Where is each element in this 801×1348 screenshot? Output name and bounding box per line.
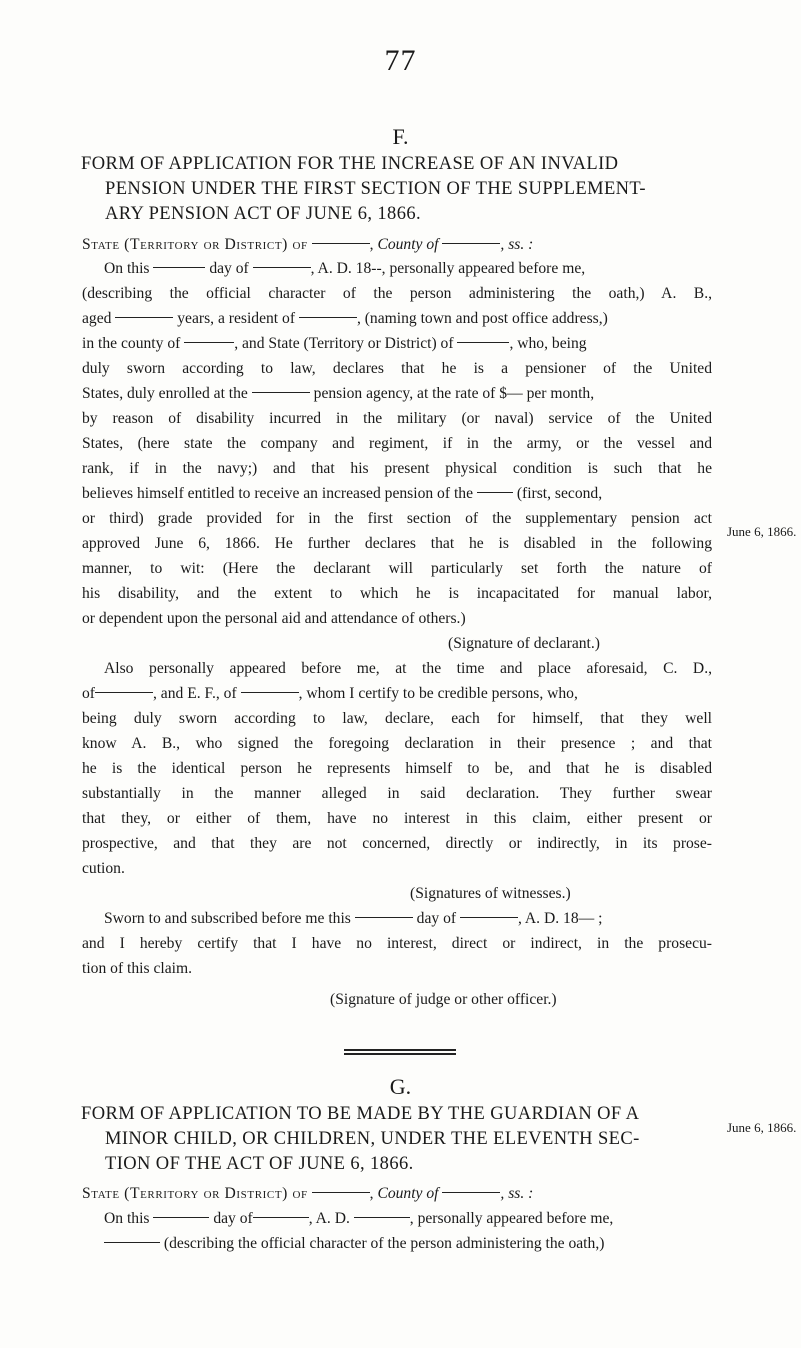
blank-line bbox=[153, 267, 205, 268]
blank-line bbox=[95, 692, 153, 693]
body-line bbox=[104, 909, 712, 929]
heading-line: TION OF THE ACT OF JUNE 6, 1866. bbox=[105, 1154, 414, 1174]
text: , (naming town and post office address,) bbox=[356, 310, 608, 327]
section-g-heading bbox=[82, 1102, 722, 1177]
county-label: County of bbox=[377, 236, 439, 253]
signature-judge: (Signature of judge or other officer.) bbox=[330, 991, 557, 1008]
venue-label: State (Territory or District) of bbox=[82, 1185, 308, 1202]
text: day of bbox=[213, 1210, 253, 1227]
venue-sep: , bbox=[369, 1185, 378, 1202]
blank-line bbox=[184, 342, 234, 343]
heading-line: MINOR CHILD, OR CHILDREN, UNDER THE ELEVENTH SEC- bbox=[105, 1129, 640, 1149]
text: On this bbox=[104, 260, 150, 277]
text: aged bbox=[82, 310, 112, 327]
text: , A. D. 18--, personally appeared before me, bbox=[310, 260, 586, 277]
blank-line bbox=[299, 317, 357, 318]
body-line: his disability, and the extent to which he is incapacitated for manual labor, bbox=[82, 585, 712, 602]
text: believes himself entitled to receive an increased pension of the bbox=[82, 485, 473, 502]
blank-line bbox=[477, 492, 513, 493]
body-line: duly sworn according to law, declares that he is a pensioner of the United bbox=[82, 360, 712, 377]
margin-note: June 6, 1866. bbox=[727, 524, 797, 539]
section-letter-f: F. bbox=[392, 124, 409, 149]
text: , whom I certify to be credible persons, who, bbox=[298, 685, 578, 702]
text: years, a resident of bbox=[177, 310, 296, 327]
margin-note: June 6, 1866. bbox=[727, 1120, 797, 1135]
signature-witnesses: (Signatures of witnesses.) bbox=[410, 885, 571, 902]
text: , A. D. bbox=[308, 1210, 350, 1227]
heading-line: PENSION UNDER THE FIRST SECTION OF THE SUPPLEMENT- bbox=[105, 179, 646, 199]
body-line: Also personally appeared before me, at the time and place aforesaid, C. D., bbox=[104, 660, 712, 677]
heading-line: FORM OF APPLICATION TO BE MADE BY THE GUARDIAN OF A bbox=[81, 1104, 640, 1124]
body-line: (describing the official character of the person administering the oath,) A. B., bbox=[82, 285, 712, 302]
text: pension agency, at the rate of $— per month, bbox=[313, 385, 595, 402]
text: (describing the official character of the person administering the oath,) bbox=[163, 1235, 605, 1252]
blank-line bbox=[442, 1192, 500, 1193]
blank-line bbox=[252, 392, 310, 393]
heading-line: FORM OF APPLICATION FOR THE INCREASE OF AN INVALID bbox=[81, 154, 619, 174]
body-line: and I hereby certify that I have no interest, direct or indirect, in the prosecu- bbox=[82, 935, 712, 952]
body-line bbox=[82, 384, 712, 404]
body-line bbox=[104, 1209, 712, 1229]
blank-line bbox=[355, 917, 413, 918]
signature-declarant: (Signature of declarant.) bbox=[448, 635, 600, 652]
body-line: rank, if in the navy;) and that his present physical condition is such that he bbox=[82, 460, 712, 477]
venue-sep: , bbox=[369, 236, 378, 253]
text: (first, second, bbox=[516, 485, 603, 502]
text: , personally appeared before me, bbox=[409, 1210, 614, 1227]
blank-line bbox=[460, 917, 518, 918]
body-line bbox=[104, 1234, 734, 1254]
text: , A. D. 18— ; bbox=[517, 910, 603, 927]
body-line: cution. bbox=[82, 860, 125, 877]
ss-label: , ss. : bbox=[500, 1185, 534, 1202]
ss-label: , ss. : bbox=[500, 236, 534, 253]
text: , and E. F., of bbox=[153, 685, 237, 702]
text: day of bbox=[416, 910, 457, 927]
body-line bbox=[82, 684, 712, 704]
venue-line bbox=[82, 235, 712, 255]
body-line: tion of this claim. bbox=[82, 960, 193, 977]
section-divider bbox=[344, 1049, 456, 1051]
blank-line bbox=[442, 243, 500, 244]
body-line: prospective, and that they are not concerned, directly or indirectly, in its prose- bbox=[82, 835, 712, 852]
section-f-heading bbox=[82, 152, 722, 227]
body-line bbox=[104, 259, 712, 279]
text: in the county of bbox=[82, 335, 181, 352]
blank-line bbox=[457, 342, 509, 343]
body-line: he is the identical person he represents himself to be, and that he is disabled bbox=[82, 760, 712, 777]
text: of bbox=[82, 685, 95, 702]
body-line: approved June 6, 1866. He further declares that he is disabled in the following bbox=[82, 535, 712, 552]
blank-line bbox=[312, 243, 370, 244]
text: On this bbox=[104, 1210, 150, 1227]
body-line: States, (here state the company and regiment, if in the army, or the vessel and bbox=[82, 435, 712, 452]
blank-line bbox=[241, 692, 299, 693]
body-line: that they, or either of them, have no interest in this claim, either present or bbox=[82, 810, 712, 827]
blank-line bbox=[354, 1217, 410, 1218]
venue-label: State (Territory or District) of bbox=[82, 236, 308, 253]
text: Sworn to and subscribed before me this bbox=[104, 910, 351, 927]
section-divider bbox=[344, 1053, 456, 1055]
body-line: or dependent upon the personal aid and attendance of others.) bbox=[82, 610, 466, 627]
county-label: County of bbox=[377, 1185, 439, 1202]
section-letter-g: G. bbox=[389, 1074, 412, 1099]
body-line: being duly sworn according to law, declare, each for himself, that they well bbox=[82, 710, 712, 727]
body-line: manner, to wit: (Here the declarant will particularly set forth the nature of bbox=[82, 560, 712, 577]
text: , and State (Territory or District) of bbox=[234, 335, 454, 352]
venue-line bbox=[82, 1184, 712, 1204]
body-line: by reason of disability incurred in the military (or naval) service of the United bbox=[82, 410, 712, 427]
heading-line: ARY PENSION ACT OF JUNE 6, 1866. bbox=[105, 204, 422, 224]
body-line bbox=[82, 334, 712, 354]
body-line: or third) grade provided for in the first section of the supplementary pension act bbox=[82, 510, 712, 527]
body-line: substantially in the manner alleged in said declaration. They further swear bbox=[82, 785, 712, 802]
page-number: 77 bbox=[384, 44, 417, 77]
text: , who, being bbox=[509, 335, 587, 352]
blank-line bbox=[253, 267, 311, 268]
text: day of bbox=[209, 260, 249, 277]
blank-line bbox=[115, 317, 173, 318]
blank-line bbox=[104, 1242, 160, 1243]
body-line bbox=[82, 484, 712, 504]
blank-line bbox=[253, 1217, 309, 1218]
text: States, duly enrolled at the bbox=[82, 385, 248, 402]
body-line bbox=[82, 309, 712, 329]
blank-line bbox=[312, 1192, 370, 1193]
blank-line bbox=[153, 1217, 209, 1218]
body-line: know A. B., who signed the foregoing declaration in their presence ; and that bbox=[82, 735, 712, 752]
